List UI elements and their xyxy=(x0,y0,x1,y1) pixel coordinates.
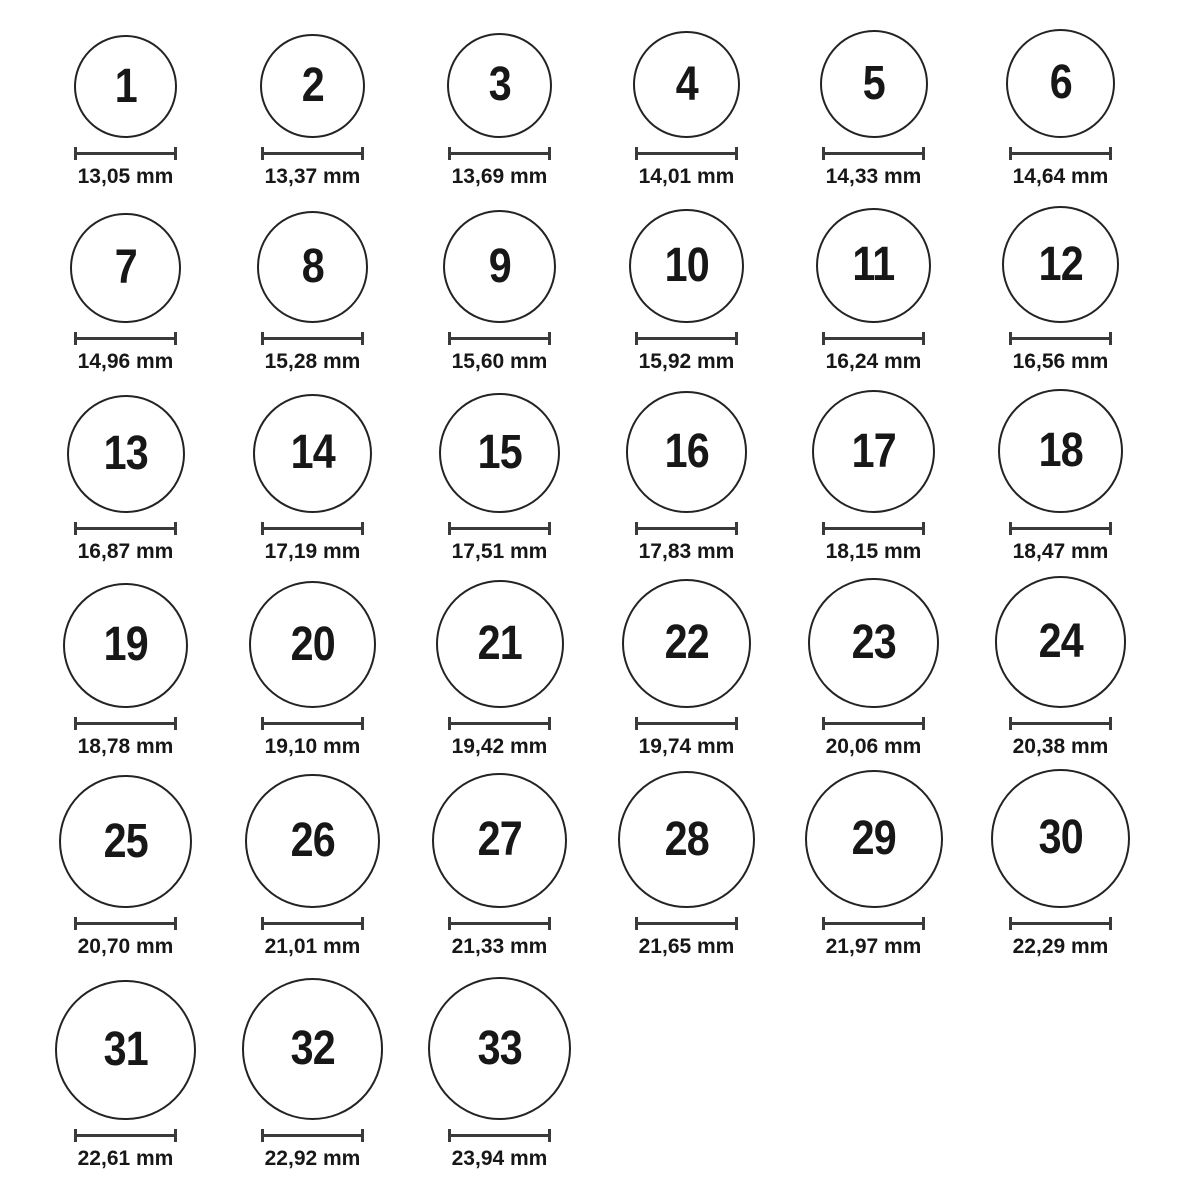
diameter-measure-line xyxy=(74,522,177,535)
measure-bar xyxy=(451,152,548,155)
diameter-measure-line xyxy=(74,717,177,730)
measure-end-tick xyxy=(922,717,925,730)
ring-size-number: 11 xyxy=(852,238,895,292)
ring-size-number: 26 xyxy=(290,813,335,867)
measure-end-tick xyxy=(735,332,738,345)
diameter-label: 21,33 mm xyxy=(451,935,548,958)
measure-end-tick xyxy=(548,147,551,160)
diameter-measure-line xyxy=(261,717,364,730)
diameter-measure-line xyxy=(261,917,364,930)
measure-bar xyxy=(77,152,174,155)
ring-circle xyxy=(812,390,935,513)
ring-size-item xyxy=(593,195,780,380)
diameter-measure-line xyxy=(635,332,738,345)
measure-bar xyxy=(264,1134,361,1137)
ring-size-number: 28 xyxy=(664,812,709,866)
diameter-measure-line xyxy=(448,147,551,160)
ring-size-number: 9 xyxy=(488,239,511,293)
ring-circle xyxy=(1002,206,1119,323)
ring-circle xyxy=(67,395,185,513)
ring-size-item xyxy=(406,570,593,765)
measure-bar xyxy=(77,1134,174,1137)
diameter-measure-line xyxy=(1009,522,1112,535)
ring-circle xyxy=(242,978,384,1120)
ring-size-number: 21 xyxy=(477,617,522,670)
ring-size-number: 17 xyxy=(851,424,896,478)
measure-end-tick xyxy=(1109,717,1112,730)
diameter-measure-line xyxy=(822,917,925,930)
ring-size-number: 1 xyxy=(114,59,137,113)
measure-bar xyxy=(264,722,361,725)
ring-circle xyxy=(443,210,556,323)
ring-size-number: 23 xyxy=(851,615,896,669)
ring-size-number: 13 xyxy=(103,427,148,480)
ring-size-item xyxy=(32,765,219,970)
diameter-label: 15,28 mm xyxy=(264,350,361,373)
diameter-measure-line xyxy=(448,717,551,730)
ring-circle xyxy=(447,33,553,139)
measure-end-tick xyxy=(1109,522,1112,535)
diameter-label: 16,87 mm xyxy=(77,540,174,563)
ring-size-number: 6 xyxy=(1049,56,1072,110)
ring-size-item xyxy=(219,570,406,765)
ring-size-number: 2 xyxy=(301,58,324,112)
ring-size-item xyxy=(967,570,1154,765)
ring-size-number: 16 xyxy=(664,425,709,479)
ring-size-item xyxy=(219,970,406,1200)
diameter-label: 19,42 mm xyxy=(451,735,548,758)
ring-size-item xyxy=(780,380,967,570)
measure-end-tick xyxy=(735,717,738,730)
ring-circle xyxy=(805,770,943,908)
measure-end-tick xyxy=(548,917,551,930)
diameter-label: 22,92 mm xyxy=(264,1147,361,1170)
measure-end-tick xyxy=(361,717,364,730)
diameter-measure-line xyxy=(822,522,925,535)
diameter-measure-line xyxy=(635,717,738,730)
diameter-label: 15,92 mm xyxy=(638,350,735,373)
ring-size-item xyxy=(593,0,780,195)
ring-circle xyxy=(820,30,928,138)
diameter-label: 19,74 mm xyxy=(638,735,735,758)
diameter-measure-line xyxy=(74,147,177,160)
diameter-measure-line xyxy=(822,717,925,730)
measure-bar xyxy=(825,922,922,925)
measure-bar xyxy=(825,337,922,340)
measure-end-tick xyxy=(174,332,177,345)
diameter-label: 18,78 mm xyxy=(77,735,174,758)
chart-row xyxy=(32,195,1200,380)
measure-bar xyxy=(264,152,361,155)
measure-end-tick xyxy=(922,147,925,160)
ring-size-number: 25 xyxy=(103,814,148,868)
diameter-label: 16,24 mm xyxy=(825,350,922,373)
ring-size-number: 4 xyxy=(675,57,698,111)
ring-size-number: 8 xyxy=(301,240,324,294)
ring-circle xyxy=(629,209,743,323)
ring-circle xyxy=(439,393,560,514)
measure-end-tick xyxy=(361,1129,364,1142)
ring-size-item xyxy=(967,195,1154,380)
ring-size-number: 15 xyxy=(477,425,522,479)
measure-bar xyxy=(825,152,922,155)
diameter-label: 13,37 mm xyxy=(264,165,361,188)
diameter-label: 14,64 mm xyxy=(1012,165,1109,188)
diameter-measure-line xyxy=(635,147,738,160)
ring-size-item xyxy=(967,765,1154,970)
ring-size-item xyxy=(219,195,406,380)
diameter-label: 17,51 mm xyxy=(451,540,548,563)
measure-end-tick xyxy=(361,917,364,930)
measure-bar xyxy=(638,152,735,155)
measure-bar xyxy=(264,922,361,925)
ring-size-number: 14 xyxy=(290,426,335,480)
diameter-label: 13,69 mm xyxy=(451,165,548,188)
diameter-label: 20,38 mm xyxy=(1012,735,1109,758)
measure-end-tick xyxy=(735,147,738,160)
measure-end-tick xyxy=(922,332,925,345)
measure-bar xyxy=(264,337,361,340)
ring-size-item xyxy=(593,380,780,570)
measure-end-tick xyxy=(735,917,738,930)
measure-bar xyxy=(451,527,548,530)
diameter-measure-line xyxy=(1009,332,1112,345)
ring-size-item xyxy=(32,380,219,570)
ring-size-item xyxy=(967,380,1154,570)
measure-bar xyxy=(1012,722,1109,725)
measure-end-tick xyxy=(548,522,551,535)
ring-size-item xyxy=(32,0,219,195)
diameter-label: 21,65 mm xyxy=(638,935,735,958)
diameter-measure-line xyxy=(448,332,551,345)
ring-circle xyxy=(432,773,568,909)
ring-circle xyxy=(70,213,181,324)
ring-circle xyxy=(74,35,177,138)
measure-end-tick xyxy=(361,522,364,535)
diameter-label: 20,70 mm xyxy=(77,935,174,958)
measure-end-tick xyxy=(1109,332,1112,345)
diameter-label: 22,61 mm xyxy=(77,1147,174,1170)
measure-bar xyxy=(825,722,922,725)
ring-size-number: 10 xyxy=(664,238,709,292)
ring-circle xyxy=(63,583,189,709)
diameter-measure-line xyxy=(261,522,364,535)
ring-size-item xyxy=(780,0,967,195)
diameter-measure-line xyxy=(261,147,364,160)
ring-circle xyxy=(55,980,196,1121)
diameter-label: 19,10 mm xyxy=(264,735,361,758)
measure-bar xyxy=(1012,527,1109,530)
measure-end-tick xyxy=(174,1129,177,1142)
diameter-label: 13,05 mm xyxy=(77,165,174,188)
measure-bar xyxy=(77,527,174,530)
measure-end-tick xyxy=(174,147,177,160)
measure-end-tick xyxy=(361,147,364,160)
diameter-measure-line xyxy=(448,1129,551,1142)
ring-size-item xyxy=(406,380,593,570)
ring-size-number: 3 xyxy=(488,58,511,112)
measure-bar xyxy=(451,722,548,725)
measure-end-tick xyxy=(548,332,551,345)
ring-circle xyxy=(260,34,364,138)
diameter-label: 23,94 mm xyxy=(451,1147,548,1170)
measure-end-tick xyxy=(1109,147,1112,160)
ring-size-item xyxy=(219,765,406,970)
ring-size-item xyxy=(967,0,1154,195)
ring-size-item xyxy=(780,570,967,765)
measure-bar xyxy=(264,527,361,530)
ring-circle xyxy=(618,771,755,908)
ring-circle xyxy=(436,580,564,708)
ring-size-number: 7 xyxy=(114,240,137,294)
measure-bar xyxy=(77,722,174,725)
diameter-label: 14,96 mm xyxy=(77,350,174,373)
ring-size-number: 31 xyxy=(103,1022,148,1076)
ring-size-item xyxy=(406,195,593,380)
ring-size-number: 30 xyxy=(1038,811,1083,865)
chart-row xyxy=(32,380,1200,570)
diameter-measure-line xyxy=(1009,717,1112,730)
ring-circle xyxy=(816,208,932,324)
ring-size-number: 19 xyxy=(103,618,148,672)
diameter-measure-line xyxy=(74,332,177,345)
measure-end-tick xyxy=(174,917,177,930)
ring-size-item xyxy=(219,380,406,570)
measure-bar xyxy=(825,527,922,530)
ring-circle xyxy=(249,581,376,708)
diameter-measure-line xyxy=(448,522,551,535)
chart-row xyxy=(32,970,1200,1200)
measure-bar xyxy=(77,922,174,925)
ring-circle xyxy=(626,391,748,513)
diameter-label: 20,06 mm xyxy=(825,735,922,758)
measure-bar xyxy=(1012,922,1109,925)
chart-row xyxy=(32,570,1200,765)
ring-circle xyxy=(808,578,939,709)
measure-bar xyxy=(451,922,548,925)
measure-end-tick xyxy=(174,717,177,730)
ring-circle xyxy=(1006,29,1115,138)
ring-size-item xyxy=(219,0,406,195)
chart-row xyxy=(32,0,1200,195)
diameter-label: 14,01 mm xyxy=(638,165,735,188)
diameter-label: 15,60 mm xyxy=(451,350,548,373)
ring-size-number: 32 xyxy=(290,1022,335,1076)
measure-bar xyxy=(77,337,174,340)
measure-bar xyxy=(1012,337,1109,340)
measure-end-tick xyxy=(548,1129,551,1142)
ring-circle xyxy=(245,774,379,908)
diameter-label: 22,29 mm xyxy=(1012,935,1109,958)
ring-circle xyxy=(998,389,1122,513)
measure-bar xyxy=(451,1134,548,1137)
diameter-label: 18,15 mm xyxy=(825,540,922,563)
measure-end-tick xyxy=(922,917,925,930)
diameter-measure-line xyxy=(1009,917,1112,930)
diameter-label: 14,33 mm xyxy=(825,165,922,188)
ring-size-item xyxy=(593,570,780,765)
ring-size-item xyxy=(780,195,967,380)
measure-end-tick xyxy=(174,522,177,535)
measure-end-tick xyxy=(735,522,738,535)
diameter-label: 21,97 mm xyxy=(825,935,922,958)
measure-bar xyxy=(638,527,735,530)
ring-size-item xyxy=(593,765,780,970)
ring-size-number: 24 xyxy=(1038,615,1083,669)
ring-size-item xyxy=(406,970,593,1200)
measure-end-tick xyxy=(922,522,925,535)
diameter-measure-line xyxy=(1009,147,1112,160)
ring-size-number: 20 xyxy=(290,617,335,671)
diameter-measure-line xyxy=(822,147,925,160)
ring-size-number: 27 xyxy=(477,813,522,867)
diameter-measure-line xyxy=(74,1129,177,1142)
ring-size-item xyxy=(406,0,593,195)
ring-circle xyxy=(428,977,571,1120)
ring-size-number: 22 xyxy=(664,616,709,670)
ring-size-item xyxy=(406,765,593,970)
ring-circle xyxy=(622,579,751,708)
diameter-measure-line xyxy=(822,332,925,345)
diameter-label: 17,19 mm xyxy=(264,540,361,563)
ring-size-number: 29 xyxy=(851,812,896,865)
measure-end-tick xyxy=(361,332,364,345)
ring-size-number: 12 xyxy=(1038,237,1083,291)
diameter-label: 21,01 mm xyxy=(264,935,361,958)
measure-end-tick xyxy=(548,717,551,730)
ring-circle xyxy=(995,576,1127,708)
diameter-label: 17,83 mm xyxy=(638,540,735,563)
diameter-measure-line xyxy=(74,917,177,930)
ring-size-number: 33 xyxy=(477,1021,522,1075)
measure-bar xyxy=(638,337,735,340)
measure-bar xyxy=(638,722,735,725)
diameter-measure-line xyxy=(448,917,551,930)
diameter-label: 16,56 mm xyxy=(1012,350,1109,373)
measure-end-tick xyxy=(1109,917,1112,930)
measure-bar xyxy=(638,922,735,925)
ring-size-item xyxy=(32,570,219,765)
diameter-label: 18,47 mm xyxy=(1012,540,1109,563)
ring-circle xyxy=(257,211,369,323)
ring-size-number: 18 xyxy=(1038,423,1083,477)
measure-bar xyxy=(1012,152,1109,155)
diameter-measure-line xyxy=(261,332,364,345)
ring-size-number: 5 xyxy=(862,57,885,110)
ring-circle xyxy=(633,31,740,138)
measure-bar xyxy=(451,337,548,340)
chart-row xyxy=(32,765,1200,970)
diameter-measure-line xyxy=(635,917,738,930)
ring-size-item xyxy=(32,195,219,380)
ring-circle xyxy=(59,775,192,908)
diameter-measure-line xyxy=(261,1129,364,1142)
ring-circle xyxy=(253,394,372,513)
ring-size-item xyxy=(780,765,967,970)
diameter-measure-line xyxy=(635,522,738,535)
ring-circle xyxy=(991,769,1130,908)
ring-size-item xyxy=(32,970,219,1200)
